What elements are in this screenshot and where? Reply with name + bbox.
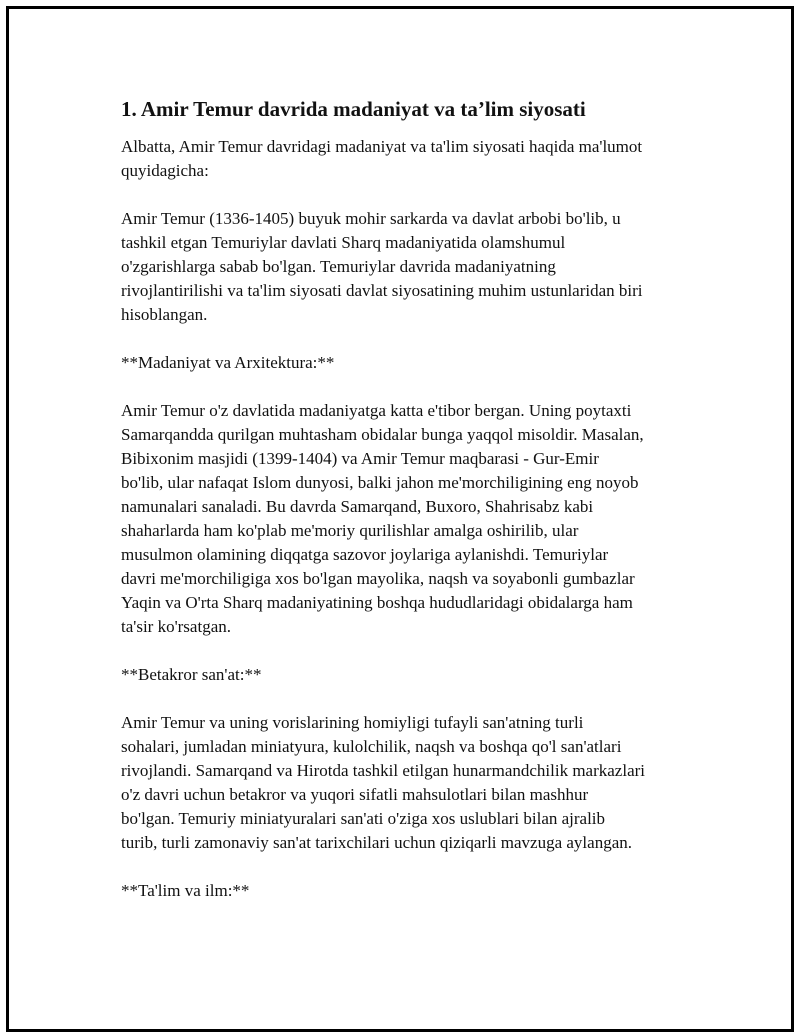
text-line: bo'lib, ular nafaqat Islom dunyosi, balki jahon me'morchiligining eng noyob xyxy=(121,473,639,493)
text-line: Amir Temur (1336-1405) buyuk mohir sarkarda va davlat arbobi bo'lib, u xyxy=(121,209,621,229)
text-line: namunalari sanaladi. Bu davrda Samarqand, Buxoro, Shahrisabz kabi xyxy=(121,497,594,517)
text-line: turib, turli zamonaviy san'at tarixchilari uchun qiziqarli mavzuga aylangan. xyxy=(121,833,632,853)
text-line: musulmon olamining diqqatga sazovor joylariga aylanishdi. Temuriylar xyxy=(121,545,609,565)
text-line: rivojlandi. Samarqand va Hirotda tashkil etilgan hunarmandchilik markazlari xyxy=(121,761,646,781)
text-line: Amir Temur o'z davlatida madaniyatga katta e'tibor bergan. Uning poytaxti xyxy=(121,401,632,421)
paragraph-art xyxy=(121,711,701,855)
text-line: Amir Temur va uning vorislarining homiyligi tufayli san'atning turli xyxy=(121,713,584,733)
text-line: ta'sir ko'rsatgan. xyxy=(121,617,231,637)
text-line: quyidagicha: xyxy=(121,161,209,181)
document-body xyxy=(121,97,701,927)
text-line: **Madaniyat va Arxitektura:** xyxy=(121,353,335,373)
text-line: **Betakror san'at:** xyxy=(121,665,262,685)
paragraph-architecture xyxy=(121,399,701,639)
text-line: Samarqandda qurilgan muhtasham obidalar bunga yaqqol misoldir. Masalan, xyxy=(121,425,644,445)
text-line: Albatta, Amir Temur davridagi madaniyat va ta'lim siyosati haqida ma'lumot xyxy=(121,137,643,157)
section-heading-architecture xyxy=(121,351,701,375)
section-heading-education xyxy=(121,879,701,903)
text-line: bo'lgan. Temuriy miniatyuralari san'ati o'ziga xos uslublari bilan ajralib xyxy=(121,809,606,829)
paragraph-intro xyxy=(121,135,701,183)
section-heading-art xyxy=(121,663,701,687)
text-line: hisoblangan. xyxy=(121,305,208,325)
text-line: o'zgarishlarga sabab bo'lgan. Temuriylar davrida madaniyatning xyxy=(121,257,556,277)
paragraph-overview xyxy=(121,207,701,327)
text-line: shaharlarda ham ko'plab me'moriy qurilishlar amalga oshirilib, ular xyxy=(121,521,579,541)
document-title: 1. Amir Temur davrida madaniyat va ta’lim siyosati xyxy=(121,97,586,121)
text-line: o'z davri uchun betakror va yuqori sifatli mahsulotlari bilan mashhur xyxy=(121,785,589,805)
text-line: davri me'morchiligiga xos bo'lgan mayolika, naqsh va soyabonli gumbazlar xyxy=(121,569,635,589)
document-page xyxy=(6,6,794,1032)
text-line: **Ta'lim va ilm:** xyxy=(121,881,250,901)
text-line: tashkil etgan Temuriylar davlati Sharq madaniyatida olamshumul xyxy=(121,233,566,253)
text-line: sohalari, jumladan miniatyura, kulolchilik, naqsh va boshqa qo'l san'atlari xyxy=(121,737,622,757)
text-line: Bibixonim masjidi (1399-1404) va Amir Temur maqbarasi - Gur-Emir xyxy=(121,449,599,469)
text-line: rivojlantirilishi va ta'lim siyosati davlat siyosatining muhim ustunlaridan biri xyxy=(121,281,643,301)
text-line: Yaqin va O'rta Sharq madaniyatining boshqa hududlaridagi obidalarga ham xyxy=(121,593,633,613)
